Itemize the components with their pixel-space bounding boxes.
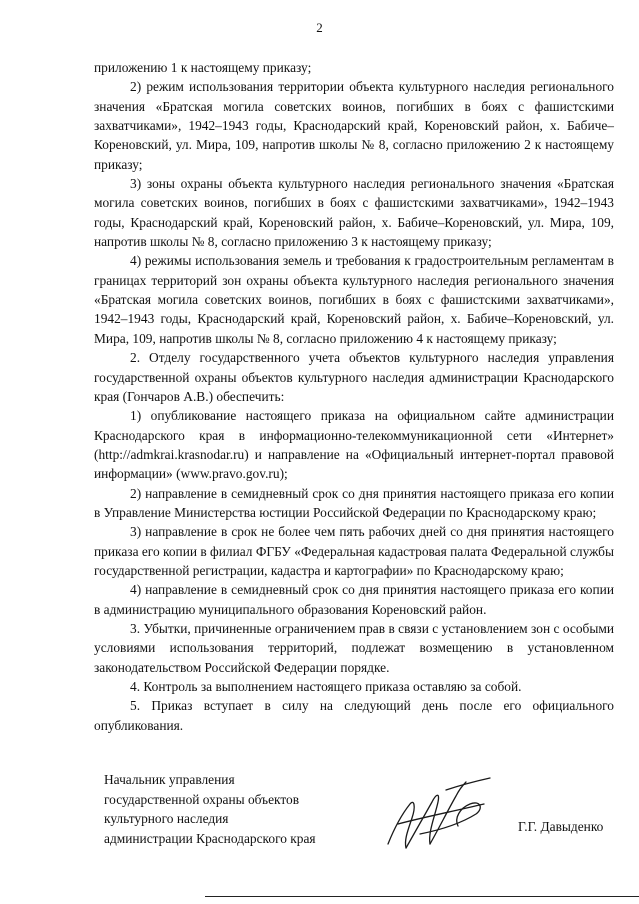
signatory-position-line: культурного наследия xyxy=(104,811,229,826)
page-number: 2 xyxy=(316,20,323,35)
signatory-position-line: Начальник управления xyxy=(104,772,235,787)
paragraph: 4) режимы использования земель и требования к градостроительным регламентам в границах территорий зон охраны объекта культурного наследия регионального значения «Братская могила советских воинов, погибших в боях с фашистскими захватчиками», 1942–1943 годы, Краснодарский край, Кореновский район, х. Бабиче–Кореновский, ул. Мира, 109, напротив школы № 8, согласно приложению 4 к настоящему приказу; xyxy=(94,253,614,346)
page-edge-line xyxy=(205,896,639,897)
paragraph: 1) опубликование настоящего приказа на официальном сайте администрации Краснодарского края в информационно-телекоммуникационной сети «Интернет» (http://admkrai.krasnodar.ru) и направление на «Официальный интернет-портал правовой информации» (www.pravo.gov.ru); xyxy=(94,408,614,482)
signatory-position-line: администрации Краснодарского края xyxy=(104,830,316,846)
paragraph: приложению 1 к настоящему приказу; xyxy=(94,60,312,75)
paragraph: 2) направление в семидневный срок со дня принятия настоящего приказа его копии в Управление Министерства юстиции Российской Федерации по Краснодарскому краю; xyxy=(94,485,614,520)
signatory-position xyxy=(104,770,316,848)
paragraph: 2. Отделу государственного учета объектов культурного наследия управления государственной охраны объектов культурного наследия администрации Краснодарского края (Гончаров А.В.) обеспечить: xyxy=(94,350,614,404)
paragraph: 3. Убытки, причиненные ограничением прав в связи с установлением зон с особыми условиями использования территорий, подлежат возмещению в установленном законодательством Российской Федерации порядке. xyxy=(94,620,614,675)
paragraph: 2) режим использования территории объекта культурного наследия регионального значения «Братская могила советских воинов, погибших в боях с фашистскими захватчиками», 1942–1943 годы, Краснодарский край, Кореновский район, х. Бабиче–Кореновский, ул. Мира, 109, напротив школы № 8, согласно приложению 2 к настоящему приказу; xyxy=(94,79,614,172)
paragraph: 4. Контроль за выполнением настоящего приказа оставляю за собой. xyxy=(130,679,522,694)
paragraph: 4) направление в семидневный срок со дня принятия настоящего приказа его копии в администрацию муниципального образования Кореновский район. xyxy=(94,582,614,617)
signatory-name: Г.Г. Давыденко xyxy=(518,819,604,834)
signatory-position-line: государственной охраны объектов xyxy=(104,791,300,807)
handwritten-signature xyxy=(380,774,498,858)
paragraph: 3) направление в срок не более чем пять рабочих дней со дня принятия настоящего приказа его копии в филиал ФГБУ «Федеральная кадастровая палата Федеральной службы государственной регистрации, кадастра и картографии» по Краснодарскому краю; xyxy=(94,524,614,578)
document-body xyxy=(94,58,614,735)
paragraph: 3) зоны охраны объекта культурного наследия регионального значения «Братская могила советских воинов, погибших в боях с фашистскими захватчиками», 1942–1943 годы, Краснодарский край, Кореновский район, х. Бабиче–Кореновский, ул. Мира, 109, напротив школы № 8, согласно приложению 3 к настоящему приказу; xyxy=(94,176,614,250)
paragraph: 5. Приказ вступает в силу на следующий день после его официального опубликования. xyxy=(94,698,614,733)
